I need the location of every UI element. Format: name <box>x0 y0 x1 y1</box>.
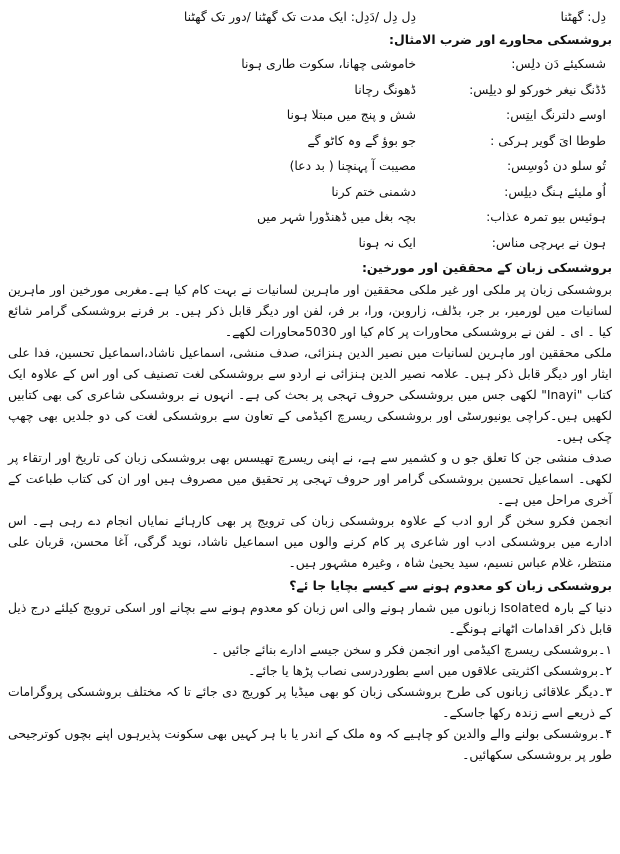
researchers-paragraph-1: بروشسکی زبان پر ملکی اور غیر ملکی محققین اور ماہرین لسانیات نے بہت کام کیا ہے۔مغربی مورخین اور ماہرین لسانیات میں لورمیر، بر جر، بڈلف، زاروبن، ورا، بر فر، لفن اور دیگر قابل ذکر ہیں۔ بر فرنے بروشسکی گرامر شائع کیا ۔ ای ۔ لفن نے بروشسکی محاورات پر کام کیا اور 5030محاورات لکھے۔ <box>8 282 612 339</box>
preservation-list <box>8 639 612 765</box>
idiom-term: طوطا ایَ گویر ہرکی : <box>490 132 606 148</box>
top-entry-row <box>8 6 612 27</box>
idiom-term: ہون نے بہرچی مناس: <box>491 234 606 250</box>
researchers-paragraph-2-text-b: لکھی جس میں بروشسکی حروف تہجی پر بحث کی ہے۔ انہوں نے بروشسکی شاعری کی بھی کتابیں لکھیں ہیں۔کراچی یونیورسٹی اور بروشسکی ریسرچ اکیڈمی کے تعاون سے بروشسکی لغت کی دو جلدیں بھی چھپ چکی ہیں۔ <box>8 387 612 444</box>
preservation-intro <box>8 597 612 639</box>
top-entry-term: دِل: گھٹنا <box>560 9 606 24</box>
idiom-row <box>8 230 612 256</box>
list-item: ٣۔دیگر علاقائی زبانوں کی طرح بروشسکی زبان کو بھی میڈیا پر کوریج دی جائے تا کہ مختلف بروشسکی پروگرامات کے ذریعے اسے زندہ رکھا جاسکے۔ <box>8 684 612 720</box>
idiom-term: ڈڈنگ نیغر خورکو لو دیلِس: <box>469 81 606 97</box>
idioms-list <box>8 51 612 255</box>
idiom-term: اوسے دلترنگ ایتِس: <box>506 107 606 123</box>
preservation-heading: بروشسکی زبان کو معدوم ہونے سے کیسے بچایا جا ئے؟ <box>289 578 612 593</box>
idioms-heading: بروشسکی محاورے اور ضرب الامثال: <box>389 32 612 47</box>
list-item: ٢۔بروشسکی اکثریتی علاقوں میں اسے بطوردرسی نصاب پڑھا یا جائے۔ <box>248 663 612 678</box>
idiom-row <box>8 204 612 230</box>
idiom-term: تُو سلو دن دُوسِس: <box>506 158 606 174</box>
researchers-heading: بروشسکی زبان کے محققین اور مورخین: <box>361 260 612 275</box>
inayi-book-title: "Inayi" <box>541 387 583 402</box>
idiom-row <box>8 51 612 77</box>
preservation-intro-text-a: دنیا کے بارہ <box>549 600 612 615</box>
idiom-meaning: شش و پنج میں مبتلا ہونا <box>286 107 416 123</box>
idiom-meaning: ایک نہ ہونا <box>358 234 416 250</box>
researchers-paragraph-3: صدف منشی جن کا تعلق جو ں و کشمیر سے ہے، نے اپنی ریسرچ تھیسس بھی بروشسکی زبان کی تاریخ اور ارتقاء پر لکھی۔ اسماعیل تحسین بروشسکی گرامر اور حروف تہجی پر تحقیق میں مصروف ہیں اور ان کی کتاب طباعت کے آخری مراحل میں ہے۔ <box>8 450 612 507</box>
idiom-meaning: دشمنی ختم کرنا <box>331 183 416 199</box>
list-item: ١۔بروشسکی ریسرچ اکیڈمی اور انجمن فکر و سخن جیسے ادارے بنائے جائیں ۔ <box>211 642 612 657</box>
idiom-row <box>8 179 612 205</box>
idiom-row <box>8 102 612 128</box>
idiom-row <box>8 153 612 179</box>
idiom-meaning: خاموشی چھانا، سکوت طاری ہونا <box>241 56 416 72</box>
list-item: ۴۔بروشسکی بولنے والے والدین کو چاہیے کہ وہ ملک کے اندر یا با ہر کہیں بھی سکونت پذیرہوں اپنے بچوں کوترجیحی طور پر بروشسکی سکھائیں۔ <box>8 726 612 762</box>
isolated-word: Isolated <box>500 600 550 615</box>
researchers-paragraph-2-text-a: ملکی محققین اور ماہرین لسانیات میں نصیر الدین ہنزائی، صدف منشی، اسماعیل ناشاد،اسماعیل تحسین، فدا علی ایثار اور دیگر قابل ذکر ہیں۔ علامہ نصیر الدین ہنزائی نے اردو سے بروشسکی لغت تصنیف کی اور اس کے علاوہ ایک کتاب <box>8 345 612 402</box>
researchers-paragraph-2 <box>8 342 612 447</box>
idiom-meaning: بچہ بغل میں ڈھنڈورا شہر میں <box>256 209 416 225</box>
idiom-term: شسکیئے دَن دلِس: <box>511 56 606 72</box>
idiom-term: ہوئیس بیو تمرہ عذاب: <box>486 209 606 225</box>
researchers-paragraph-4: انجمن فکرو سخن گر ارو ادب کے علاوہ بروشسکی زبان کی ترویج پر بھی کارہائے نمایاں انجام دے رہی ہے۔ اس ادارے میں بروشسکی ادب اور شاعری پر کام کرنے والوں میں اسماعیل ناشاد، نوید گرگی، آغا محسن، قربان علی منتظر، غلام عباس نسیم، سید یحییٰ شاہ ، وغیرہ مشہور ہیں۔ <box>8 513 612 570</box>
idiom-meaning: ڈھونگ رچانا <box>354 81 416 97</box>
top-entry-definition: دِل دِل /دَدِل: ایک مدت تک گھٹنا /دور تک گھٹنا <box>183 9 416 24</box>
idiom-row <box>8 128 612 154</box>
preservation-intro-text-b: زبانوں میں شمار ہونے والی اس زبان کو معدوم ہونے سے بچانے اور اسکی ترویج کیلئے درج ذیل قابل ذکر اقدامات اٹھانے ہونگے۔ <box>8 600 612 636</box>
idiom-row <box>8 77 612 103</box>
idiom-meaning: جو بوؤ گے وہ کاٹو گے <box>307 132 416 148</box>
idiom-meaning: مصیبت آ پہنچنا ( بد دعا) <box>289 158 416 174</box>
idiom-term: اُو ملیئے ہنگ دیلِس: <box>504 183 606 199</box>
